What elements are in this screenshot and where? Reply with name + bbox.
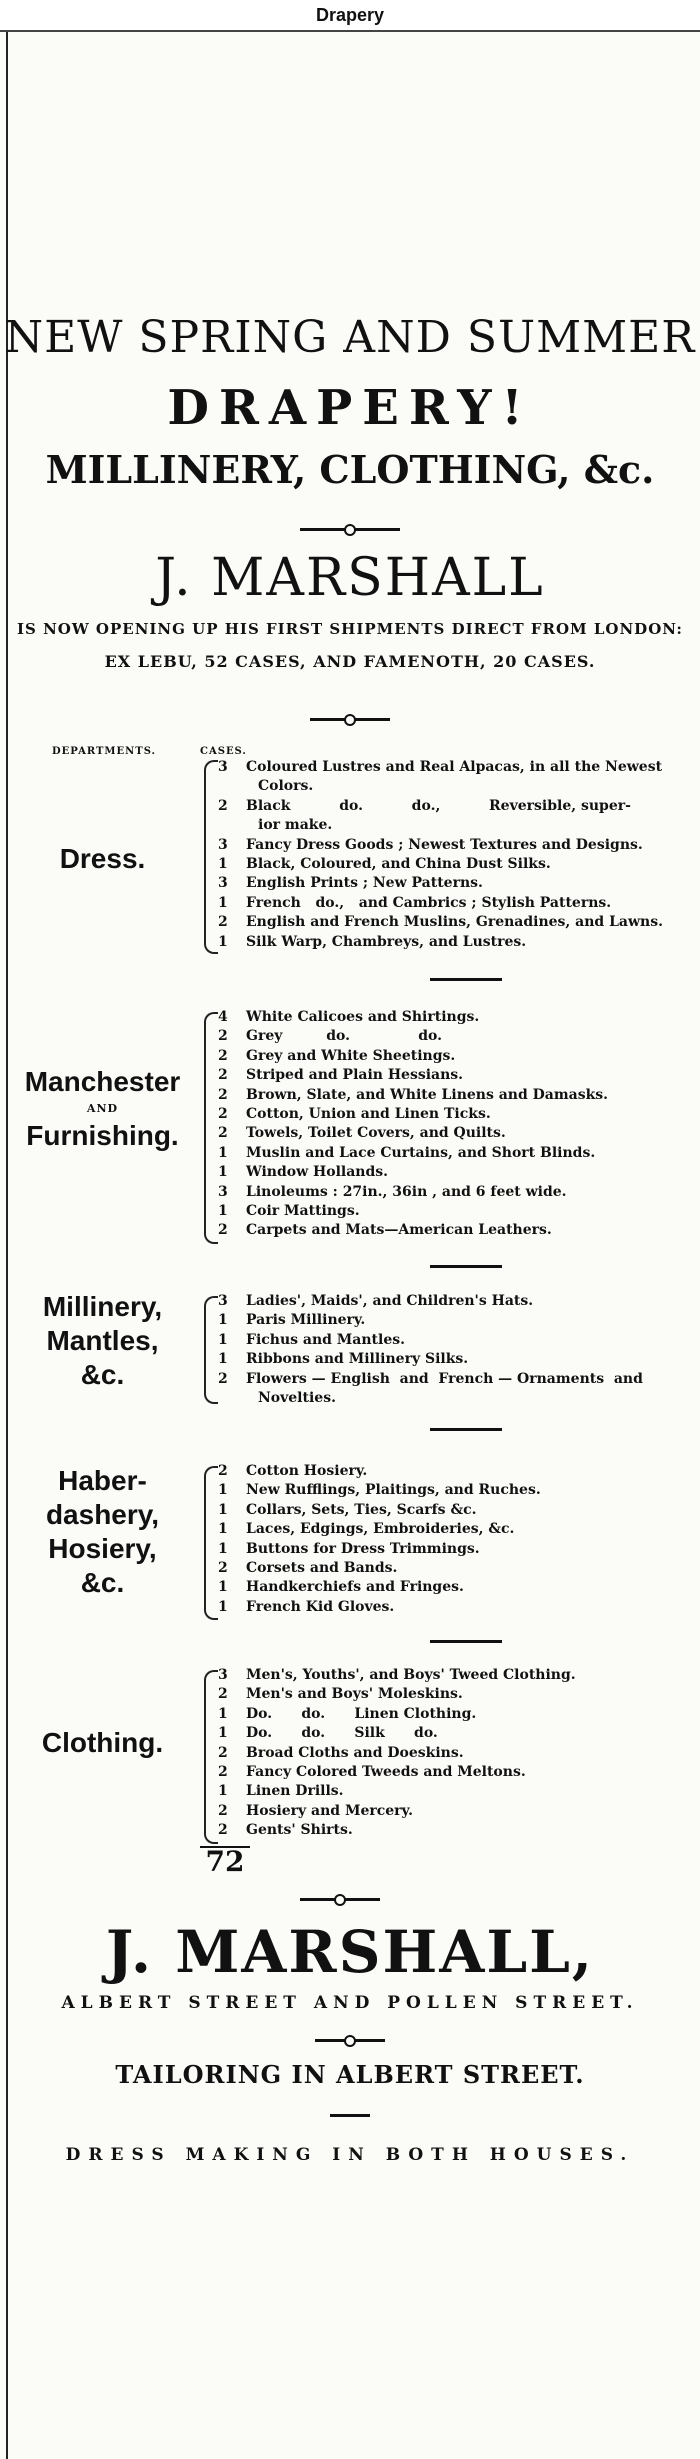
item-list-millinery	[218, 1292, 700, 1408]
item-description: Grey and White Sheetings.	[246, 1047, 456, 1064]
case-count: 1	[218, 1725, 228, 1742]
case-count: 3	[218, 759, 228, 775]
list-item	[218, 1311, 700, 1330]
item-description: Cotton Hosiery.	[246, 1463, 368, 1479]
list-item	[218, 1202, 700, 1221]
list-item	[218, 1724, 700, 1743]
case-count: 1	[218, 1501, 228, 1518]
case-count: 1	[218, 1203, 228, 1220]
list-item	[218, 1578, 700, 1597]
list-item	[218, 1331, 700, 1350]
department-manchester-furnishing	[10, 1065, 195, 1153]
list-item	[218, 1144, 700, 1163]
item-description: White Calicoes and Shirtings.	[246, 1009, 480, 1025]
case-count: 1	[218, 1164, 228, 1181]
list-item	[218, 1183, 700, 1202]
item-description: Black, Coloured, and China Dust Silks.	[246, 856, 551, 873]
list-item	[218, 836, 700, 855]
item-description: Colors.	[258, 778, 314, 795]
item-description: Ribbons and Millinery Silks.	[246, 1351, 469, 1368]
list-item	[218, 1520, 700, 1539]
case-count: 3	[218, 836, 228, 853]
list-item	[218, 1598, 700, 1617]
item-list-haberdashery	[218, 1462, 700, 1617]
list-item	[218, 1350, 700, 1369]
item-description: Do. do. Linen Clothing.	[246, 1705, 477, 1722]
case-count: 2	[218, 1463, 228, 1479]
department-label: Millinery,	[42, 1291, 163, 1322]
item-description: Towels, Toilet Covers, and Quilts.	[246, 1125, 506, 1142]
item-description: Gents' Shirts.	[246, 1822, 353, 1839]
department-label: Furnishing.	[26, 1120, 179, 1151]
case-count: 2	[218, 1106, 228, 1123]
section-rule	[430, 1265, 502, 1268]
item-description: Linen Drills.	[246, 1783, 344, 1800]
list-item	[218, 758, 700, 777]
case-count: 3	[218, 1667, 228, 1683]
case-count: 2	[218, 914, 228, 931]
list-item	[218, 1370, 700, 1389]
shipment-details: EX LEBU, 52 CASES, AND FAMENOTH, 20 CASES.	[104, 652, 596, 671]
department-haberdashery	[10, 1464, 195, 1600]
item-description: Collars, Sets, Ties, Scarfs &c.	[246, 1501, 477, 1518]
item-description: Novelties.	[258, 1390, 336, 1407]
list-item	[218, 1008, 700, 1027]
item-description: Linoleums : 27in., 36in , and 6 feet wide.	[246, 1183, 567, 1200]
department-label: &c.	[80, 1359, 125, 1390]
item-description: Coir Mattings.	[246, 1203, 360, 1220]
merchant-name: J. MARSHALL	[155, 548, 545, 608]
tailoring-notice: TAILORING IN ALBERT STREET.	[115, 2060, 585, 2089]
list-item	[218, 894, 700, 913]
list-item	[218, 1086, 700, 1105]
case-count: 3	[218, 1293, 228, 1309]
list-item	[218, 1221, 700, 1240]
case-count: 2	[218, 1822, 228, 1839]
case-count: 3	[218, 1183, 228, 1200]
item-description: Carpets and Mats—American Leathers.	[246, 1222, 552, 1239]
department-label: Dress.	[59, 843, 146, 874]
item-description: English and French Muslins, Grenadines, and Lawns.	[246, 914, 663, 931]
cases-heading: CASES.	[200, 746, 247, 757]
item-description: French do., and Cambrics ; Stylish Patterns.	[246, 894, 612, 911]
list-item	[218, 1501, 700, 1520]
case-count: 4	[218, 1009, 228, 1025]
list-item	[218, 1540, 700, 1559]
case-count: 2	[218, 1047, 228, 1064]
case-count: 2	[218, 1028, 228, 1045]
brace	[204, 1466, 218, 1620]
list-item	[218, 816, 700, 835]
department-label: Hosiery,	[48, 1533, 157, 1564]
department-label: Mantles,	[46, 1325, 159, 1356]
brace	[204, 760, 218, 954]
case-count: 1	[218, 1705, 228, 1722]
case-count: 1	[218, 1144, 228, 1161]
item-description: Corsets and Bands.	[246, 1560, 398, 1577]
headline-line-3: MILLINERY, CLOTHING, &c.	[45, 447, 655, 492]
brace	[204, 1296, 218, 1404]
list-item	[218, 1821, 700, 1840]
list-item	[218, 1559, 700, 1578]
case-count: 2	[218, 1686, 228, 1703]
case-count: 1	[218, 1783, 228, 1800]
ornament-divider	[300, 523, 400, 537]
list-item	[218, 1105, 700, 1124]
item-description: Ladies', Maids', and Children's Hats.	[246, 1293, 534, 1309]
item-list-dress	[218, 758, 700, 952]
item-description: Silk Warp, Chambreys, and Lustres.	[246, 933, 527, 950]
item-description: New Rufflings, Plaitings, and Ruches.	[246, 1482, 541, 1499]
item-description: Flowers — English and French — Ornaments and	[246, 1370, 643, 1387]
item-description: Muslin and Lace Curtains, and Short Blinds.	[246, 1144, 596, 1161]
ornament-divider	[315, 2034, 385, 2048]
list-item	[218, 1292, 700, 1311]
item-list-clothing	[218, 1666, 700, 1841]
item-description: ior make.	[258, 817, 333, 834]
department-label: &c.	[80, 1567, 125, 1598]
list-item	[218, 1782, 700, 1801]
case-count: 1	[218, 933, 228, 950]
opening-notice: IS NOW OPENING UP HIS FIRST SHIPMENTS DIRECT FROM LONDON:	[17, 620, 683, 638]
case-count: 2	[218, 1125, 228, 1142]
item-description: Laces, Edgings, Embroideries, &c.	[246, 1521, 515, 1538]
department-label: Clothing.	[41, 1727, 164, 1758]
section-rule	[430, 1640, 502, 1643]
case-count: 1	[218, 1540, 228, 1557]
case-count: 1	[218, 1312, 228, 1329]
list-item	[218, 1462, 700, 1481]
case-count: 1	[218, 1579, 228, 1596]
dressmaking-notice: DRESS MAKING IN BOTH HOUSES.	[65, 2145, 635, 2165]
case-count: 3	[218, 875, 228, 892]
list-item	[218, 1389, 700, 1408]
footer-address: ALBERT STREET AND POLLEN STREET.	[61, 1993, 639, 2013]
case-count: 2	[218, 1744, 228, 1761]
departments-heading: DEPARTMENTS.	[52, 746, 157, 757]
case-count: 1	[218, 1351, 228, 1368]
headline-line-1: NEW SPRING AND SUMMER	[4, 312, 696, 363]
item-description: Do. do. Silk do.	[246, 1725, 438, 1742]
item-description: Men's and Boys' Moleskins.	[246, 1686, 463, 1703]
list-item	[218, 1047, 700, 1066]
list-item	[218, 933, 700, 952]
item-description: Broad Cloths and Doeskins.	[246, 1744, 464, 1761]
department-label: Haber-	[58, 1465, 147, 1496]
department-clothing	[10, 1726, 195, 1760]
list-item	[218, 1685, 700, 1704]
department-millinery	[10, 1290, 195, 1392]
list-item	[218, 855, 700, 874]
item-description: French Kid Gloves.	[246, 1598, 395, 1615]
department-dress	[10, 842, 195, 876]
item-description: Window Hollands.	[246, 1164, 389, 1181]
case-count: 1	[218, 1482, 228, 1499]
brace	[204, 1670, 218, 1844]
section-rule	[430, 978, 502, 981]
case-count: 2	[218, 1222, 228, 1239]
total-cases: 72	[205, 1845, 245, 1878]
item-description: Men's, Youths', and Boys' Tweed Clothing.	[246, 1667, 576, 1683]
page-header	[0, 0, 700, 32]
case-count: 1	[218, 1598, 228, 1615]
case-count: 1	[218, 1331, 228, 1348]
list-item	[218, 777, 700, 796]
case-count: 2	[218, 1067, 228, 1084]
ornament-divider	[310, 713, 390, 727]
item-description: Grey do. do.	[246, 1028, 442, 1045]
case-count: 1	[218, 894, 228, 911]
list-item	[218, 1705, 700, 1724]
case-count: 1	[218, 1521, 228, 1538]
item-description: Fichus and Mantles.	[246, 1331, 406, 1348]
list-item	[218, 1666, 700, 1685]
case-count: 2	[218, 1370, 228, 1387]
section-rule	[430, 1428, 502, 1431]
case-count: 2	[218, 797, 228, 814]
item-description: Handkerchiefs and Fringes.	[246, 1579, 464, 1596]
footer-rule	[330, 2114, 370, 2117]
case-count: 2	[218, 1560, 228, 1577]
item-description: Cotton, Union and Linen Ticks.	[246, 1106, 491, 1123]
item-description: Black do. do., Reversible, super-	[246, 797, 631, 814]
item-description: English Prints ; New Patterns.	[246, 875, 483, 892]
list-item	[218, 913, 700, 932]
item-description: Hosiery and Mercery.	[246, 1802, 413, 1819]
list-item	[218, 1163, 700, 1182]
case-count: 2	[218, 1086, 228, 1103]
list-item	[218, 1481, 700, 1500]
footer-merchant-name: J. MARSHALL,	[105, 1918, 595, 1986]
item-description: Fancy Colored Tweeds and Meltons.	[246, 1764, 526, 1781]
brace	[204, 1012, 218, 1244]
item-description: Buttons for Dress Trimmings.	[246, 1540, 480, 1557]
list-item	[218, 1763, 700, 1782]
item-description: Striped and Plain Hessians.	[246, 1067, 464, 1084]
case-count: 2	[218, 1802, 228, 1819]
item-description: Paris Millinery.	[246, 1312, 366, 1329]
item-description: Fancy Dress Goods ; Newest Textures and Designs.	[246, 836, 643, 853]
list-item	[218, 874, 700, 893]
case-count: 2	[218, 1764, 228, 1781]
case-count: 1	[218, 856, 228, 873]
department-label: Manchester	[24, 1066, 181, 1097]
department-label: dashery,	[45, 1499, 160, 1530]
list-item	[218, 1066, 700, 1085]
list-item	[218, 1744, 700, 1763]
department-conjunction: AND	[86, 1102, 119, 1115]
item-description: Coloured Lustres and Real Alpacas, in all the Newest	[246, 759, 663, 775]
header-title: Drapery	[315, 5, 385, 25]
item-list-manchester	[218, 1008, 700, 1241]
list-item	[218, 1027, 700, 1046]
headline-line-2: DRAPERY!	[167, 380, 533, 436]
list-item	[218, 797, 700, 816]
list-item	[218, 1802, 700, 1821]
item-description: Brown, Slate, and White Linens and Damasks.	[246, 1086, 609, 1103]
ornament-divider	[300, 1893, 380, 1907]
list-item	[218, 1124, 700, 1143]
